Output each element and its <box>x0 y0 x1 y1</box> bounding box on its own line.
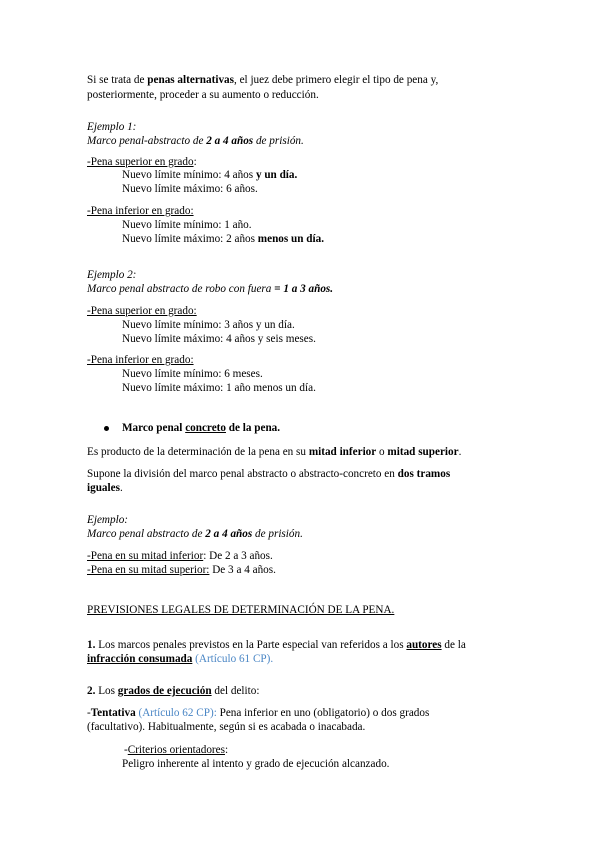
example-3-title: Ejemplo: <box>87 514 129 526</box>
concreto-para-1 <box>87 445 461 459</box>
bold-underlined-text: autores <box>406 639 442 651</box>
bold-underlined-text: grados de ejecución <box>117 685 212 697</box>
bold-text: mitad inferior <box>308 446 377 458</box>
bold-text: 2. <box>87 685 96 697</box>
example-2-inf-min: Nuevo límite mínimo: 6 meses. <box>122 368 263 380</box>
bold-text: y un día. <box>255 169 298 181</box>
underlined-text: Criterios orientadores <box>127 744 225 756</box>
text: de prisión. <box>253 135 304 147</box>
bold-text: mitad superior <box>387 446 459 458</box>
text: o <box>376 446 388 458</box>
example-2-title: Ejemplo 2: <box>87 269 137 281</box>
bullet-icon <box>104 426 109 431</box>
text: Es producto de la determinación de la pena en su <box>87 446 309 458</box>
text: Pena inferior en uno (obligatorio) o dos grados <box>216 707 430 719</box>
tentativa-line-2: (facultativo). Habitualmente, según si es acabada o inacabada. <box>87 721 366 733</box>
bold-text: Tentativa <box>90 707 136 719</box>
text: : De 2 a 3 años. <box>203 550 273 562</box>
example-2-sup-min: Nuevo límite mínimo: 3 años y un día. <box>122 319 295 331</box>
text: : <box>224 744 229 756</box>
example-2-sup-max: Nuevo límite máximo: 4 años y seis meses. <box>122 333 316 345</box>
concreto-para-2-line-1 <box>87 467 450 481</box>
intro-line-1 <box>87 73 438 87</box>
bold-text: 1. <box>87 639 96 651</box>
intro-line-2: posteriormente, proceder a su aumento o reducción. <box>87 89 319 101</box>
text: - <box>87 707 91 719</box>
bold-underlined-text: infracción consumada <box>87 653 193 665</box>
text: Marco penal abstracto de robo con fuera <box>87 283 275 295</box>
text: Nuevo límite mínimo: 4 años <box>122 169 256 181</box>
bold-text: dos tramos <box>397 468 451 480</box>
example-1-inf-min: Nuevo límite mínimo: 1 año. <box>122 219 252 231</box>
example-3-marco <box>87 527 303 541</box>
text: - <box>124 744 128 756</box>
underlined-text: -Pena superior en grado <box>87 156 194 168</box>
example-1-sup-heading <box>87 155 197 169</box>
text: Supone la división del marco penal abstracto o abstracto-concreto en <box>87 468 398 480</box>
example-1-sup-max: Nuevo límite máximo: 6 años. <box>122 183 258 195</box>
bold-text: 2 a 4 años <box>205 528 253 540</box>
text: De 3 a 4 años. <box>209 564 276 576</box>
example-3-inf <box>87 549 273 563</box>
concreto-para-2-line-2 <box>87 481 123 495</box>
text: de la pena. <box>225 422 281 434</box>
example-2-inf-heading: -Pena inferior en grado: <box>87 354 194 366</box>
prev-para-1-line-2 <box>87 652 273 666</box>
example-2-marco <box>87 282 333 296</box>
bold-text: penas alternativas <box>147 74 234 86</box>
text: Marco penal abstracto de <box>87 528 206 540</box>
underlined-text: -Pena en su mitad superior: <box>87 564 210 576</box>
example-2-inf-max: Nuevo límite máximo: 1 año menos un día. <box>122 382 316 394</box>
prev-para-1-line-1 <box>87 638 466 652</box>
example-1-sup-min <box>122 168 297 182</box>
criterios-text: Peligro inherente al intento y grado de ejecución alcanzado. <box>122 758 390 770</box>
example-1-inf-heading: -Pena inferior en grado: <box>87 205 194 217</box>
prev-para-2 <box>87 684 259 698</box>
text: . <box>458 446 462 458</box>
text: Los marcos penales previstos en la Parte especial van referidos a los <box>95 639 407 651</box>
example-3-sup <box>87 563 276 577</box>
article-reference: (Artículo 62 CP): <box>135 707 217 719</box>
underlined-text: -Pena en su mitad inferior <box>87 550 204 562</box>
text: , el juez debe primero elegir el tipo de pena y, <box>233 74 439 86</box>
text: : <box>193 156 197 168</box>
text: de la <box>441 639 466 651</box>
text: . <box>119 482 123 494</box>
example-2-sup-heading: -Pena superior en grado: <box>87 305 197 317</box>
text: del delito: <box>211 685 260 697</box>
bold-text: iguales <box>87 482 120 494</box>
underlined-text: concreto <box>185 422 226 434</box>
text: de prisión. <box>252 528 303 540</box>
bold-text: menos un día. <box>257 233 325 245</box>
example-1-marco <box>87 134 304 148</box>
text: Marco penal-abstracto de <box>87 135 207 147</box>
section-heading: PREVISIONES LEGALES DE DETERMINACIÓN DE LA PENA. <box>87 604 395 616</box>
text: Marco penal <box>122 422 186 434</box>
bold-text: = 1 a 3 años. <box>274 283 334 295</box>
example-1-title: Ejemplo 1: <box>87 121 137 133</box>
tentativa-line-1 <box>87 706 429 720</box>
text: Si se trata de <box>87 74 148 86</box>
criterios-heading <box>124 743 228 757</box>
example-1-inf-max <box>122 232 324 246</box>
text: Nuevo límite máximo: 2 años <box>122 233 258 245</box>
bold-text: 2 a 4 años <box>206 135 254 147</box>
concreto-heading <box>122 421 280 435</box>
article-reference: (Artículo 61 CP). <box>192 653 274 665</box>
text: Los <box>95 685 118 697</box>
